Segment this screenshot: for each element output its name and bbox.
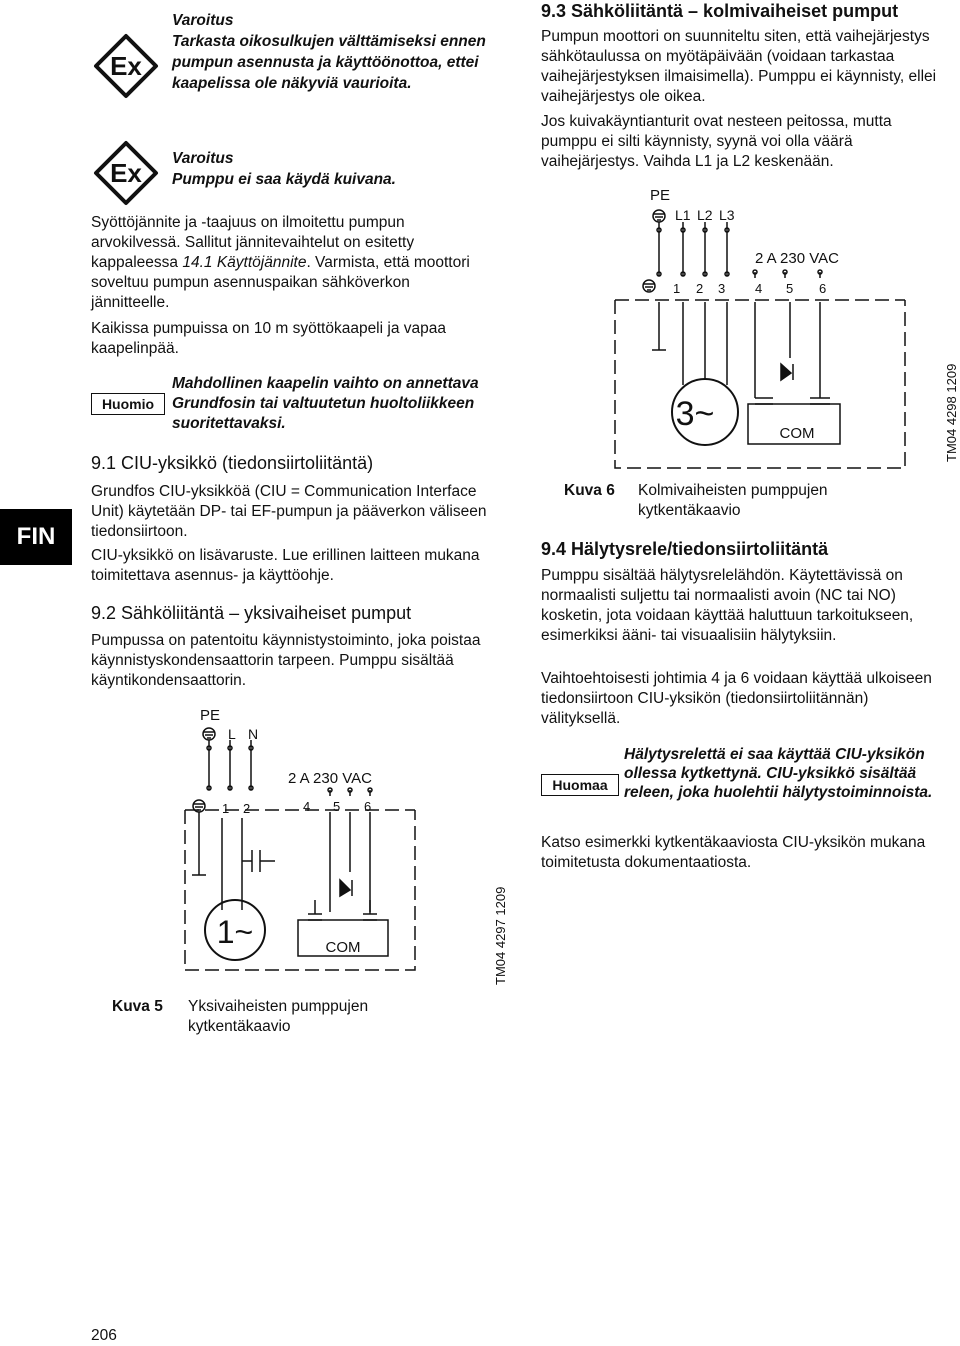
warning-1-text: Tarkasta oikosulkujen välttämiseksi ennen pumpun asennusta ja käyttöönottoa, ettei kaapelissa ole näkyviä vaurioita.: [172, 33, 486, 92]
fig6-terminal-1: 1: [673, 281, 681, 296]
fig5-terminal-1: 1: [222, 801, 230, 816]
fig6-caption-label: Kuva 6: [564, 482, 615, 499]
section-9-1-title: 9.1 CIU-yksikkö (tiedonsiirtoliitäntä): [91, 453, 374, 473]
section-9-3-p2: Jos kuivakäyntianturit ovat nesteen peitossa, mutta pumppu ei silti käynnisty, syynä voi olla väärä vaihejärjestys. Vaihda L1 ja L2 keskenään.: [541, 113, 892, 170]
fig5-terminal-6: 6: [364, 799, 372, 814]
ex-icon: [93, 33, 159, 99]
warning-1-title: Varoitus: [172, 12, 234, 29]
warning-2-title: Varoitus: [172, 150, 234, 167]
fig6-l2-label: L2: [697, 207, 713, 223]
fig6-vac-label: 2 A 230 VAC: [755, 250, 839, 267]
fig5-n-label: N: [248, 726, 259, 742]
language-tab: FIN: [0, 509, 72, 565]
fig6-terminal-4: 4: [755, 281, 763, 296]
note-label-huomaa: Huomaa: [541, 774, 619, 796]
section-reference-link[interactable]: 14.1 Käyttöjännite: [182, 254, 307, 271]
section-9-4-title: 9.4 Hälytysrele/tiedonsiirtoliitäntä: [541, 539, 829, 559]
warning-2-text: Pumppu ei saa käydä kuivana.: [172, 171, 396, 188]
section-9-1-p1: Grundfos CIU-yksikköä (CIU = Communication Interface Unit) käytetään DP- tai EF-pumpun ja pääverkon väliseen tiedonsiirtoon.: [91, 483, 487, 540]
cable-paragraph: Kaikissa pumpuissa on 10 m syöttökaapeli ja vapaa kaapelinpää.: [91, 320, 446, 357]
page-number: 206: [91, 1327, 117, 1344]
note-text: Mahdollinen kaapelin vaihto on annettava Grundfosin tai valtuutetun huoltoliikkeen suoritettavaksi.: [172, 375, 479, 432]
section-9-2-p1: Pumpussa on patentoitu käynnistystoiminto, joka poistaa käynnistyskondensaattorin tarpeen. Pumppu sisältää käyntikondensaattorin.: [91, 632, 481, 689]
fig5-pe-label: PE: [200, 707, 221, 724]
fig5-terminal-5: 5: [333, 799, 341, 814]
svg-text:Ex: Ex: [110, 51, 142, 81]
fig5-vac-label: 2 A 230 VAC: [288, 770, 372, 787]
warning-2: [172, 148, 502, 190]
fig6-terminal-2: 2: [696, 281, 704, 296]
fig5-caption-label: Kuva 5: [112, 998, 163, 1015]
note-text-alarm: Hälytysrelettä ei saa käyttää CIU-yksikön ollessa kytkettynä. CIU-yksikkö sisältää releen, joka huolehtii hälytystoiminnoista.: [624, 746, 933, 801]
fig6-caption-text: Kolmivaiheisten pumppujen kytkentäkaavio: [638, 482, 828, 519]
supply-text-b: . Varmista, että moottori soveltuu pumpun asennuspaikan sähköverkon jännitteelle.: [91, 254, 470, 311]
fig6-com-label: COM: [779, 425, 815, 442]
fig6-terminal-6: 6: [819, 281, 827, 296]
fig6-l1-label: L1: [675, 207, 691, 223]
fig5-com-label: COM: [325, 939, 361, 956]
fig6-terminal-3: 3: [718, 281, 726, 296]
svg-text:Ex: Ex: [110, 158, 142, 188]
fig5-caption-text: Yksivaiheisten pumppujen kytkentäkaavio: [188, 998, 369, 1035]
section-9-4-p3: Katso esimerkki kytkentäkaaviosta CIU-yksikön mukana toimitetusta dokumentaatiosta.: [541, 834, 926, 871]
fig6-tm-number: TM04 4298 1209: [944, 363, 959, 462]
single-phase-wiring-diagram: [180, 700, 430, 985]
section-9-4-p1: Pumppu sisältää hälytysrelelähdön. Käytettävissä on normaalisti suljettu tai normaalisti avoin (NC tai NO) kosketin, jota voidaan käyttää haluttuun tarkoitukseen, esimerkiksi ääni- tai visuaalisiin hälytyksiin.: [541, 567, 914, 644]
section-9-2-title: 9.2 Sähköliitäntä – yksivaiheiset pumput: [91, 603, 412, 623]
fig5-motor-symbol: 1~: [216, 914, 254, 950]
supply-text-a: Syöttöjännite ja -taajuus on ilmoitettu pumpun arvokilvessä. Sallitut jännitevaihtelut on esitetty kappaleessa: [91, 214, 415, 271]
warning-1: [172, 10, 502, 94]
three-phase-wiring-diagram: [605, 180, 940, 475]
section-9-3-title: 9.3 Sähköliitäntä – kolmivaiheiset pumput: [541, 1, 899, 21]
fig6-motor-symbol: 3~: [675, 395, 715, 433]
fig6-pe-label: PE: [650, 187, 671, 204]
fig6-terminal-5: 5: [786, 281, 794, 296]
fig5-l-label: L: [228, 726, 236, 742]
fig5-terminal-2: 2: [243, 801, 251, 816]
fig5-tm-number: TM04 4297 1209: [493, 886, 508, 985]
fig5-terminal-4: 4: [303, 799, 311, 814]
section-9-1-p2: CIU-yksikkö on lisävaruste. Lue erillinen laitteen mukana toimitettava asennus- ja käyttöohje.: [91, 547, 480, 584]
section-9-4-p2: Vaihtoehtoisesti johtimia 4 ja 6 voidaan käyttää ulkoiseen tiedonsiirtoon CIU-yksikön (tiedonsiirtoliitännän) välityksellä.: [541, 670, 932, 727]
section-9-3-p1: Pumpun moottori on suunniteltu siten, että vaihejärjestys sähkötaulussa on myötäpäivään (voidaan tarkastaa vaihejärjestyksen ilmaisimella). Pumppu ei käynnisty, ellei vaihejärjestys ole oikea.: [541, 28, 937, 105]
note-label: Huomio: [91, 393, 165, 415]
fig6-l3-label: L3: [719, 207, 735, 223]
supply-paragraph: [91, 213, 471, 313]
ex-icon: [93, 140, 159, 206]
